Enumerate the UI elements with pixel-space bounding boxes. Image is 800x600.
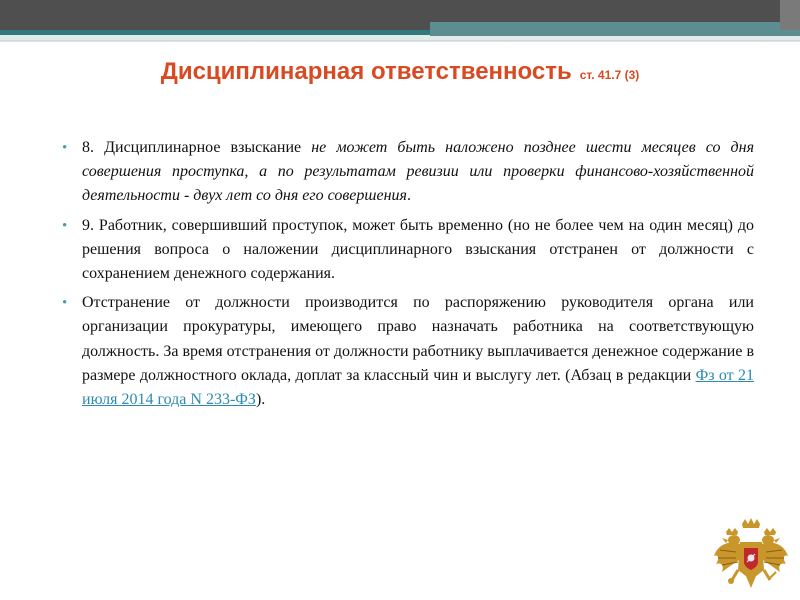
header-decoration [0, 0, 800, 42]
law-link[interactable]: Фз [695, 366, 719, 384]
bullet-icon: • [62, 295, 68, 312]
amendment-note-close: ). [255, 391, 266, 409]
russian-double-headed-eagle-icon [712, 518, 790, 590]
paragraph-8-suffix: . [406, 187, 411, 205]
slide-title-reference: ст. 41.7 (3) [579, 68, 640, 82]
amendment-note-prefix: (Абзац в редакции [565, 366, 696, 384]
bullet-icon: • [62, 140, 68, 156]
header-band-corner [780, 0, 800, 30]
slide-title [0, 58, 800, 86]
law-link-date[interactable]: от 21 июля 2014 года N 233-ФЗ [82, 366, 755, 409]
paragraph-9 [62, 214, 754, 287]
paragraph-8-prefix: 8. Дисциплинарное взыскание [82, 139, 312, 156]
slide-body [62, 136, 754, 417]
paragraph-8 [62, 136, 754, 209]
slide-title-text: Дисциплинарная ответственность [160, 58, 572, 85]
paragraph-suspension [62, 291, 754, 412]
bullet-icon: • [62, 217, 68, 234]
header-band-slab [430, 22, 800, 36]
paragraph-8-italic: не может быть наложено позднее шести месяцев со дня совершения проступка, а по результатам ревизии или проверки финансово-хозяйственной деятельности - двух лет со дня его совершения [82, 139, 754, 205]
paragraph-suspension-text: Отстранение от должности производится по распоряжению руководителя органа или организации прокуратуры, имеющего право назначать работника на соответствующую должность. За время отстранения от должности работнику выплачивается денежное содержание в размере должностного оклада, доплат за классный чин и выслугу лет. [82, 294, 754, 384]
header-band-shadow [0, 40, 800, 42]
paragraph-9-text: 9. Работник, совершивший проступок, может быть временно (но не более чем на один месяц) до решения вопроса о наложении дисциплинарного взыскания отстранен от должности с сохранением денежного содержания. [82, 216, 754, 283]
